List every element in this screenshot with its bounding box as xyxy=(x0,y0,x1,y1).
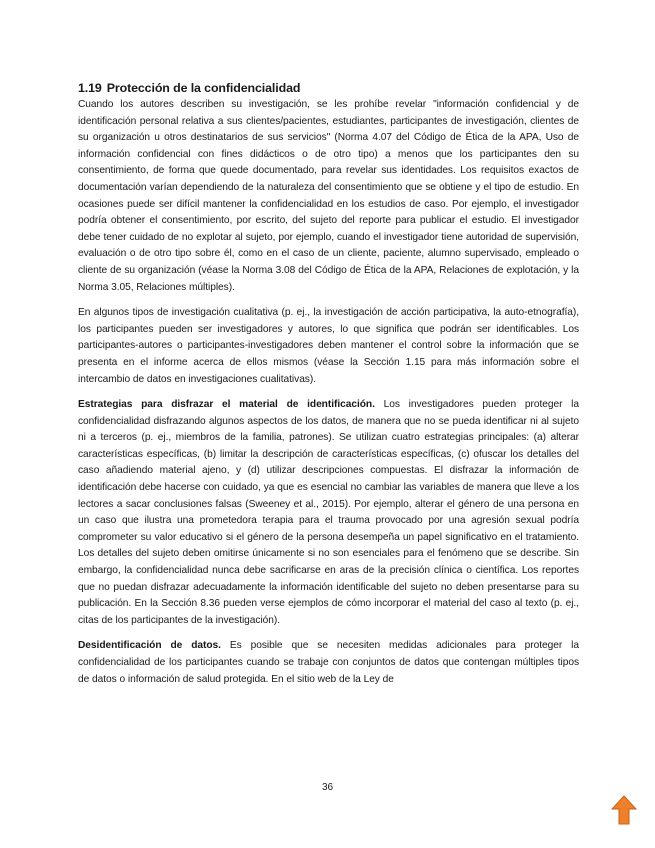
section-title: Protección de la confidencialidad xyxy=(106,81,301,95)
paragraph-qualitative-research xyxy=(78,305,579,388)
document-page xyxy=(78,80,579,688)
paragraph-text: Es posible que se necesiten medidas adicionales para proteger la confidencialidad de los participantes cuando se trabaje con conjuntos de datos que contengan múltiples tipos de datos o información de salud protegida. En el sitio web de la Ley de xyxy=(78,640,579,685)
paragraph-lead: Estrategias para disfrazar el material de identificación. xyxy=(78,399,375,411)
paragraph-deidentification xyxy=(78,638,579,688)
paragraph-lead: Desidentificación de datos. xyxy=(78,640,221,652)
section-number: 1.19 xyxy=(78,81,102,95)
section-heading xyxy=(78,80,579,97)
paragraph-text: En algunos tipos de investigación cualitativa (p. ej., la investigación de acción participativa, la auto-etnografía), los participantes pueden ser investigadores y autores, lo que significa que podrán ser identificables. Los participantes-autores o participantes-investigadores deben mantener el control sobre la información que se presenta en el informe acerca de ellos mismos (véase la Sección 1.15 para más información sobre el intercambio de datos en investigaciones cualitativas). xyxy=(78,307,579,385)
paragraph-text: Cuando los autores describen su investigación, se les prohíbe revelar "información confidencial y de identificación personal relativa a sus clientes/pacientes, estudiantes, participantes de investigación, clientes de su organización u otros destinatarios de sus servicios" (Norma 4.07 del Código de Ética de la APA, Uso de información confidencial con fines didácticos o de otro tipo) a menos que los participantes den su consentimiento, de forma que quede documentado, para revelar sus identidades. Los requisitos exactos de documentación varían dependiendo de la naturaleza del consentimiento que se obtiene y el tipo de estudio. En ocasiones puede ser difícil mantener la confidencialidad en los estudios de caso. Por ejemplo, el investigador podría obtener el consentimiento, por escrito, del sujeto del reporte para publicar el estudio. El investigador debe tener cuidado de no explotar al sujeto, por ejemplo, cuando el investigador tiene autoridad de supervisión, evaluación o de otro tipo sobre él, como en el caso de un cliente, paciente, alumno supervisado, empleado o cliente de su organización (véase la Norma 3.08 del Código de Ética de la APA, Relaciones de explotación, y la Norma 3.05, Relaciones múltiples). xyxy=(78,99,579,293)
paragraph-disguise-strategies xyxy=(78,397,579,629)
up-arrow-icon xyxy=(611,795,637,825)
page-number: 36 xyxy=(321,782,334,793)
scroll-to-top-button[interactable] xyxy=(611,795,637,825)
paragraph-text: Los investigadores pueden proteger la confidencialidad disfrazando algunos aspectos de los datos, de manera que no se pueda identificar ni al sujeto ni a terceros (p. ej., miembros de la familia, patrones). Se utilizan cuatro estrategias principales: (a) alterar características específicas, (b) limitar la descripción de características específicas, (c) ofuscar los detalles del caso añadiendo material ajeno, y (d) utilizar descripciones compuestas. El disfrazar la información de identificación debe hacerse con cuidado, ya que es esencial no cambiar las variables de manera que lleve a los lectores a sacar conclusiones falsas (Sweeney et al., 2015). Por ejemplo, alterar el género de una persona en un caso que ilustra una prometedora terapia para el trauma provocado por una agresión sexual podría comprometer su valor educativo si el género de la persona desempeña un papel significativo en el tratamiento. Los detalles del sujeto deben omitirse únicamente si no son esenciales para el fenómeno que se describe. Sin embargo, la confidencialidad nunca debe sacrificarse en aras de la precisión clínica o científica. Los reportes que no puedan disfrazar adecuadamente la información identificable del sujeto no deben presentarse para su publicación. En la Sección 8.36 pueden verse ejemplos de cómo incorporar el material del caso al texto (p. ej., citas de los participantes de la investigación). xyxy=(78,399,579,626)
paragraph-confidential-info xyxy=(78,97,579,296)
